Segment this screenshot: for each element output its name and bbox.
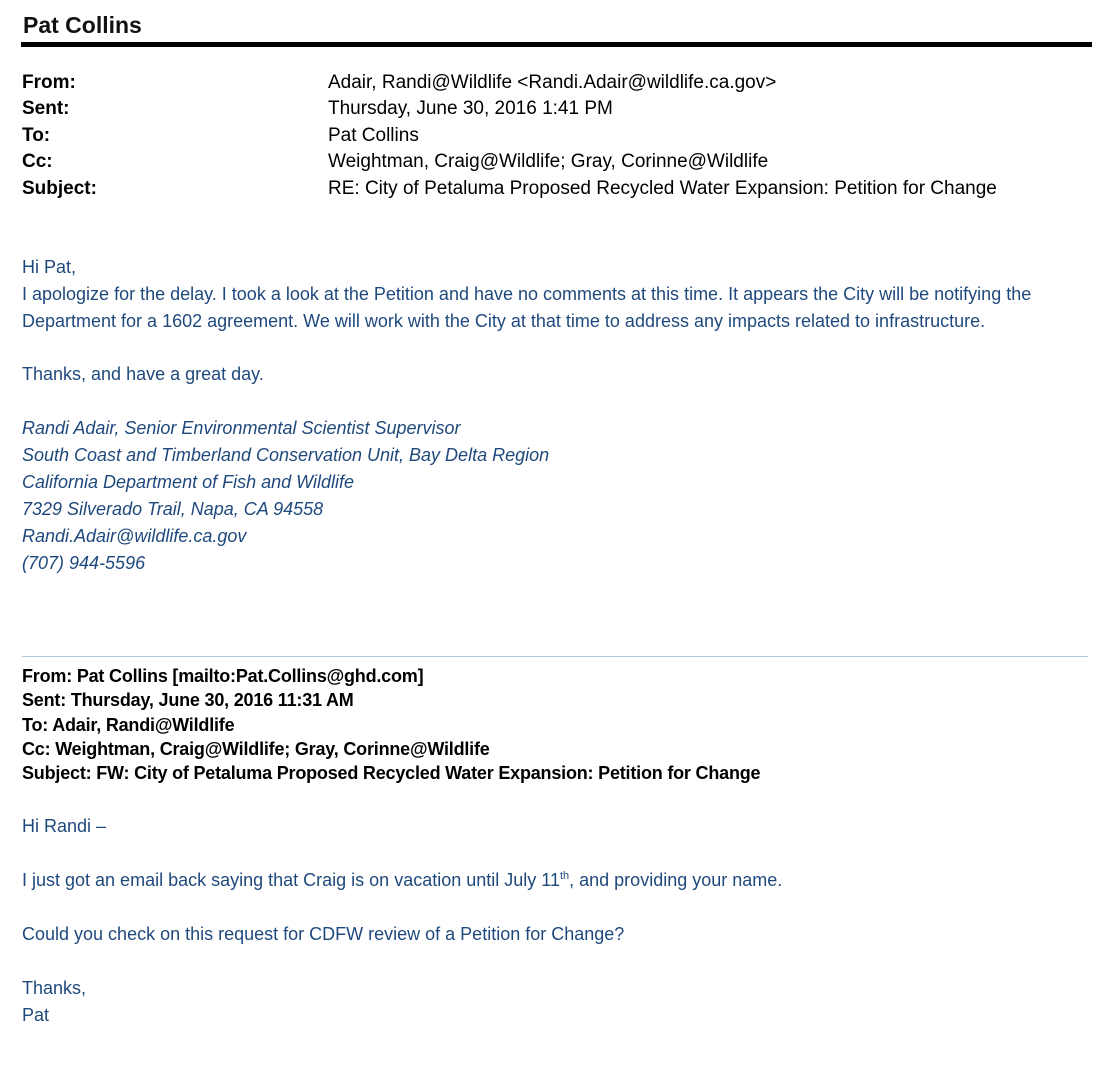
fwd-from-value: Pat Collins [mailto:Pat.Collins@ghd.com]: [76, 666, 424, 686]
fwd-from-row: [22, 664, 760, 688]
cc-value: Weightman, Craig@Wildlife; Gray, Corinne@Wildlife: [328, 151, 769, 172]
signature-name-title: Randi Adair, Senior Environmental Scientist Supervisor: [22, 418, 461, 438]
fwd-line1-before: I just got an email back saying that Craig is on vacation until July 11: [22, 870, 560, 890]
fwd-subject-label: Subject:: [22, 763, 92, 784]
to-label: To:: [22, 125, 51, 146]
fwd-line1-sup: th: [559, 870, 570, 882]
fwd-to-label: To:: [22, 714, 49, 735]
forwarded-header: [22, 664, 760, 785]
fwd-closing: Thanks,: [22, 978, 87, 998]
fwd-to-value: Adair, Randi@Wildlife: [52, 714, 235, 735]
fwd-to-row: [22, 713, 760, 737]
header-rule: [21, 42, 1092, 47]
fwd-sent-label: Sent:: [22, 690, 67, 711]
sent-value: Thursday, June 30, 2016 1:41 PM: [328, 98, 613, 119]
fwd-sent-value: Thursday, June 30, 2016 11:31 AM: [70, 690, 354, 711]
signature-address: 7329 Silverado Trail, Napa, CA 94558: [22, 499, 324, 519]
reply-closing: Thanks, and have a great day.: [22, 364, 264, 384]
to-value: Pat Collins: [328, 125, 419, 146]
subject-label: Subject:: [22, 178, 97, 199]
fwd-subject-value: FW: City of Petaluma Proposed Recycled Water Expansion: Petition for Change: [96, 763, 761, 784]
fwd-line-request: Could you check on this request for CDFW review of a Petition for Change?: [22, 924, 625, 944]
fwd-from-label: From:: [22, 666, 72, 686]
fwd-sent-row: [22, 688, 760, 712]
cc-label: Cc:: [22, 151, 53, 172]
signature: [22, 415, 1090, 577]
reply-paragraph: I apologize for the delay. I took a look at the Petition and have no comments at this time. It appears the City will be notifying the Department for a 1602 agreement. We will work with the City at that time to address any impacts related to infrastructure.: [22, 284, 1032, 331]
fwd-greeting: Hi Randi –: [22, 816, 107, 836]
from-label: From:: [22, 72, 76, 93]
sent-label: Sent:: [22, 98, 70, 119]
signature-department: California Department of Fish and Wildlife: [22, 472, 354, 492]
reply-body: [22, 254, 1090, 577]
fwd-sign-off: Pat: [22, 1005, 50, 1025]
mailbox-owner-name: Pat Collins: [23, 12, 142, 38]
forwarded-body: [22, 813, 1090, 1029]
fwd-cc-row: [22, 737, 760, 761]
reply-greeting: Hi Pat,: [22, 257, 77, 277]
fwd-line1-after: , and providing your name.: [569, 870, 783, 890]
from-value: Adair, Randi@Wildlife <Randi.Adair@wildlife.ca.gov>: [328, 72, 777, 93]
subject-value: RE: City of Petaluma Proposed Recycled Water Expansion: Petition for Change: [328, 178, 997, 199]
fwd-line-vacation: [22, 867, 1090, 894]
signature-unit: South Coast and Timberland Conservation Unit, Bay Delta Region: [22, 445, 550, 465]
signature-email[interactable]: Randi.Adair@wildlife.ca.gov: [22, 526, 247, 546]
fwd-subject-row: [22, 761, 760, 785]
fwd-cc-label: Cc:: [22, 738, 51, 759]
forward-separator: [22, 656, 1088, 657]
fwd-cc-value: Weightman, Craig@Wildlife; Gray, Corinne@Wildlife: [55, 738, 490, 759]
signature-phone: (707) 944-5596: [22, 553, 146, 573]
